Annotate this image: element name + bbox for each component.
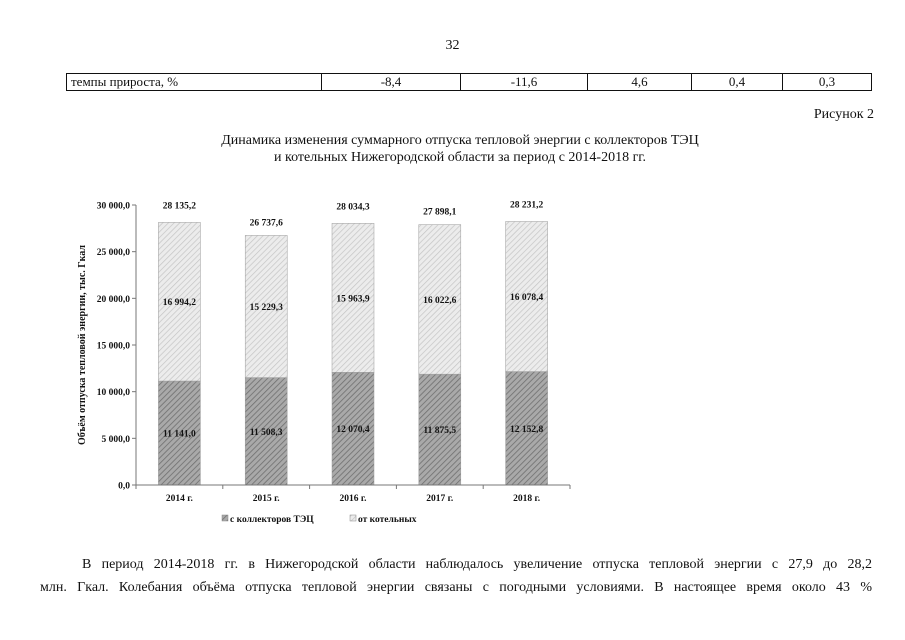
chart-title-line-2: и котельных Нижегородской области за период с 2014-2018 гг. [274,150,646,165]
total-label: 28 231,2 [509,200,544,211]
data-label-chp: 12 152,8 [509,424,544,435]
table-row [67,74,872,91]
y-tick-label: 15 000,0 [96,341,130,352]
x-tick-label: 2015 г. [252,494,280,504]
x-tick-label: 2017 г. [426,494,454,504]
y-tick-label: 5 000,0 [101,434,130,445]
y-tick-label: 30 000,0 [96,201,130,212]
data-label-chp: 11 141,0 [163,429,196,440]
growth-value-2014: -8,4 [322,74,461,91]
growth-value-2016: 4,6 [588,74,692,91]
data-label-boiler: 15 963,9 [336,294,370,305]
legend-label: от котельных [358,515,417,525]
growth-rate-table [66,73,872,91]
data-label-chp: 11 875,5 [423,426,457,437]
growth-value-2017: 0,4 [692,74,783,91]
y-tick-label: 25 000,0 [96,248,130,259]
page-number: 32 [445,38,460,53]
total-label: 28 135,2 [162,201,197,212]
figure-label: Рисунок 2 [813,107,874,122]
total-label: 27 898,1 [423,207,457,218]
data-label-chp: 11 508,3 [249,427,283,438]
x-tick-label: 2018 г. [513,494,541,504]
x-tick-label: 2016 г. [339,494,367,504]
data-label-boiler: 16 994,2 [162,298,197,309]
paragraph-line-1: В период 2014-2018 гг. в Нижегородской области наблюдалось увеличение отпуска тепловой энергии с 27,9 до 28,2 [82,557,872,572]
y-tick-label: 20 000,0 [96,294,130,305]
total-label: 26 737,6 [249,218,283,229]
legend-label: с коллекторов ТЭЦ [230,515,314,525]
growth-row-label: темпы прироста, % [67,74,322,91]
x-tick-label: 2014 г. [165,494,193,504]
growth-value-2015: -11,6 [461,74,588,91]
y-tick-label: 0,0 [118,481,130,492]
chart-title [180,132,740,166]
data-label-chp: 12 070,4 [336,425,370,436]
legend-swatch [222,515,228,521]
data-label-boiler: 16 078,4 [509,293,544,304]
y-axis-title: Объём отпуска тепловой энергии, тыс. Гкал [77,245,88,445]
paragraph-line-2: млн. Гкал. Колебания объёма отпуска тепловой энергии связаны с погодными условиями. В настоящее время около 43 % [40,580,872,595]
chart-title-line-1: Динамика изменения суммарного отпуска тепловой энергии с коллекторов ТЭЦ [221,133,699,148]
y-tick-label: 10 000,0 [96,388,130,399]
data-label-boiler: 16 022,6 [423,295,457,306]
total-label: 28 034,3 [336,202,370,213]
legend-swatch [350,515,356,521]
data-label-boiler: 15 229,3 [249,303,283,314]
stacked-bar-chart [70,185,590,535]
growth-value-2018: 0,3 [783,74,872,91]
